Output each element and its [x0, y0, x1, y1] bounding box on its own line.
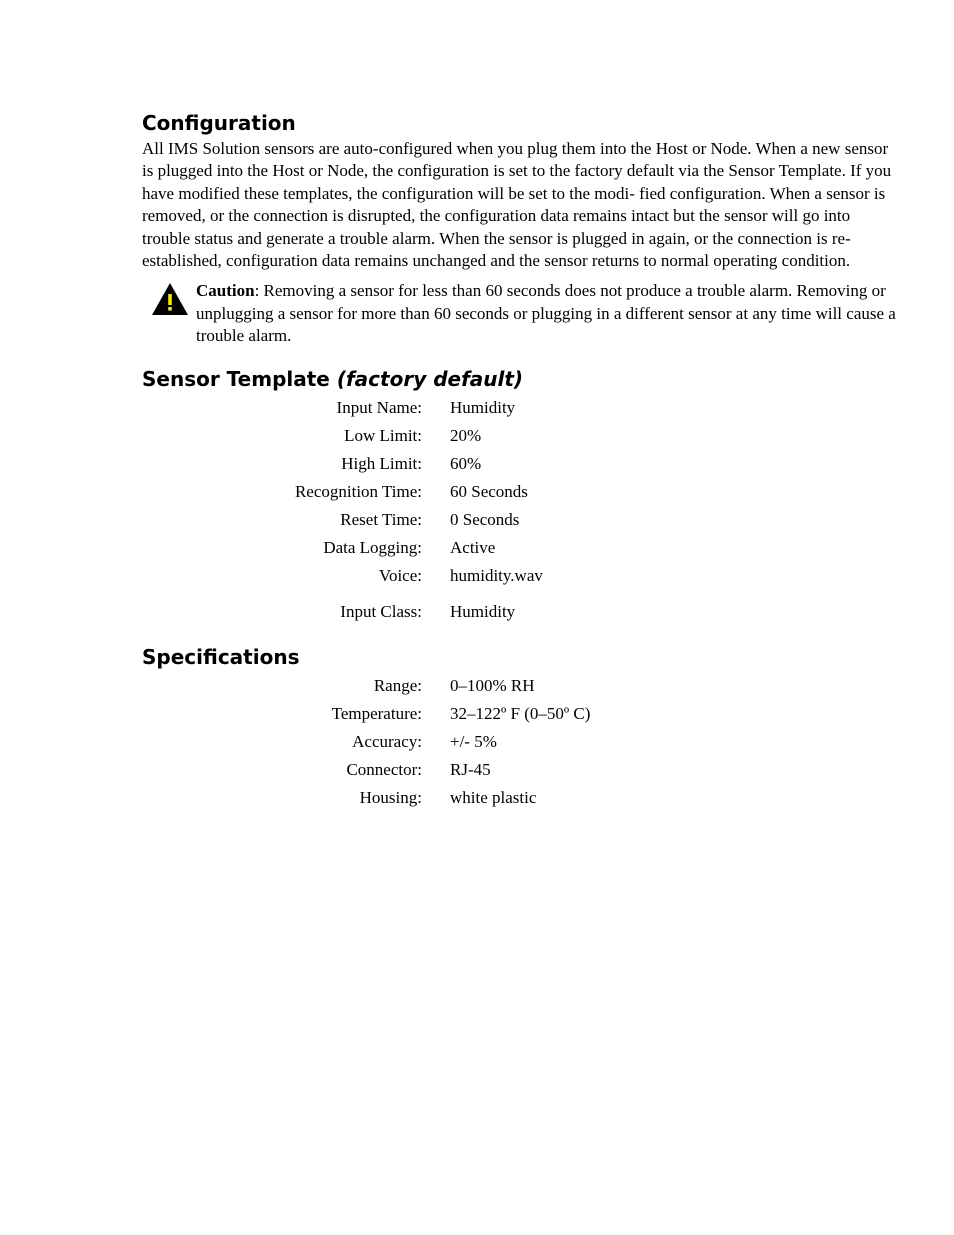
table-row	[142, 422, 543, 450]
row-value: 60%	[450, 453, 482, 473]
row-label: High Limit:	[341, 453, 422, 473]
table-row	[142, 672, 590, 700]
document-page	[142, 110, 902, 812]
configuration-section	[142, 110, 902, 348]
row-label: Temperature:	[331, 703, 422, 723]
table-row	[142, 590, 543, 630]
table-row	[142, 506, 543, 534]
sensor-template-title: Sensor Template	[142, 366, 330, 391]
row-label: Input Class:	[340, 601, 422, 621]
row-value: Active	[450, 537, 496, 557]
row-value: 0–100% RH	[450, 675, 535, 695]
row-value: white plastic	[450, 787, 537, 807]
row-value: RJ-45	[450, 759, 491, 779]
table-row	[142, 562, 543, 590]
row-label: Range:	[373, 675, 422, 695]
specifications-heading: Specifications	[142, 644, 300, 669]
row-value: Humidity	[450, 397, 516, 417]
table-row	[142, 478, 543, 506]
row-label: Connector:	[346, 759, 422, 779]
row-value: +/- 5%	[450, 731, 497, 751]
row-label: Accuracy:	[352, 731, 422, 751]
row-label: Input Name:	[336, 397, 422, 417]
row-label: Voice:	[378, 565, 422, 585]
table-row	[142, 394, 543, 422]
sensor-template-heading	[142, 366, 902, 392]
row-label: Housing:	[359, 787, 422, 807]
sensor-template-table	[142, 394, 543, 630]
row-value: 32–122º F (0–50º C)	[450, 703, 591, 723]
table-row	[142, 450, 543, 478]
configuration-paragraph: All IMS Solution sensors are auto-configured when you plug them into the Host or Node. When a new sensor is plugged into the Host or Node, the configuration is set to the factory default via the Sensor Template. If you have modified these templates, the configuration will be set to the modi- fied configuration. When a sensor is removed, or the connection is disrupted, the configuration data remains intact but the sensor will go into trouble status and generate a trouble alarm. When the sensor is plugged in again, or the connection is re-established, configuration data remains unchanged and the sensor returns to normal operating condition.	[142, 139, 892, 271]
specifications-table	[142, 672, 590, 812]
sensor-template-subtitle: (factory default)	[336, 366, 524, 391]
table-row	[142, 756, 590, 784]
caution-label: Caution	[196, 281, 255, 301]
row-label: Reset Time:	[340, 509, 422, 529]
table-row	[142, 784, 590, 812]
row-label: Recognition Time:	[294, 481, 422, 501]
sensor-template-section	[142, 366, 902, 630]
caution-note	[142, 280, 902, 347]
table-row	[142, 700, 590, 728]
table-row	[142, 534, 543, 562]
configuration-heading: Configuration	[142, 111, 296, 135]
row-value: Humidity	[450, 601, 516, 621]
row-label: Data Logging:	[323, 537, 422, 557]
warning-triangle-icon	[151, 282, 189, 316]
table-row	[142, 728, 590, 756]
row-label: Low Limit:	[344, 425, 422, 445]
caution-text: : Removing a sensor for less than 60 seconds does not produce a trouble alarm. Removing or unplugging a sensor for more than 60 seconds or plugging in a different sensor at any time will cause a trouble alarm.	[196, 281, 896, 346]
row-value: 20%	[450, 425, 482, 445]
row-value: 0 Seconds	[450, 509, 520, 529]
row-value: humidity.wav	[450, 565, 543, 585]
specifications-section	[142, 644, 902, 812]
row-value: 60 Seconds	[450, 481, 528, 501]
